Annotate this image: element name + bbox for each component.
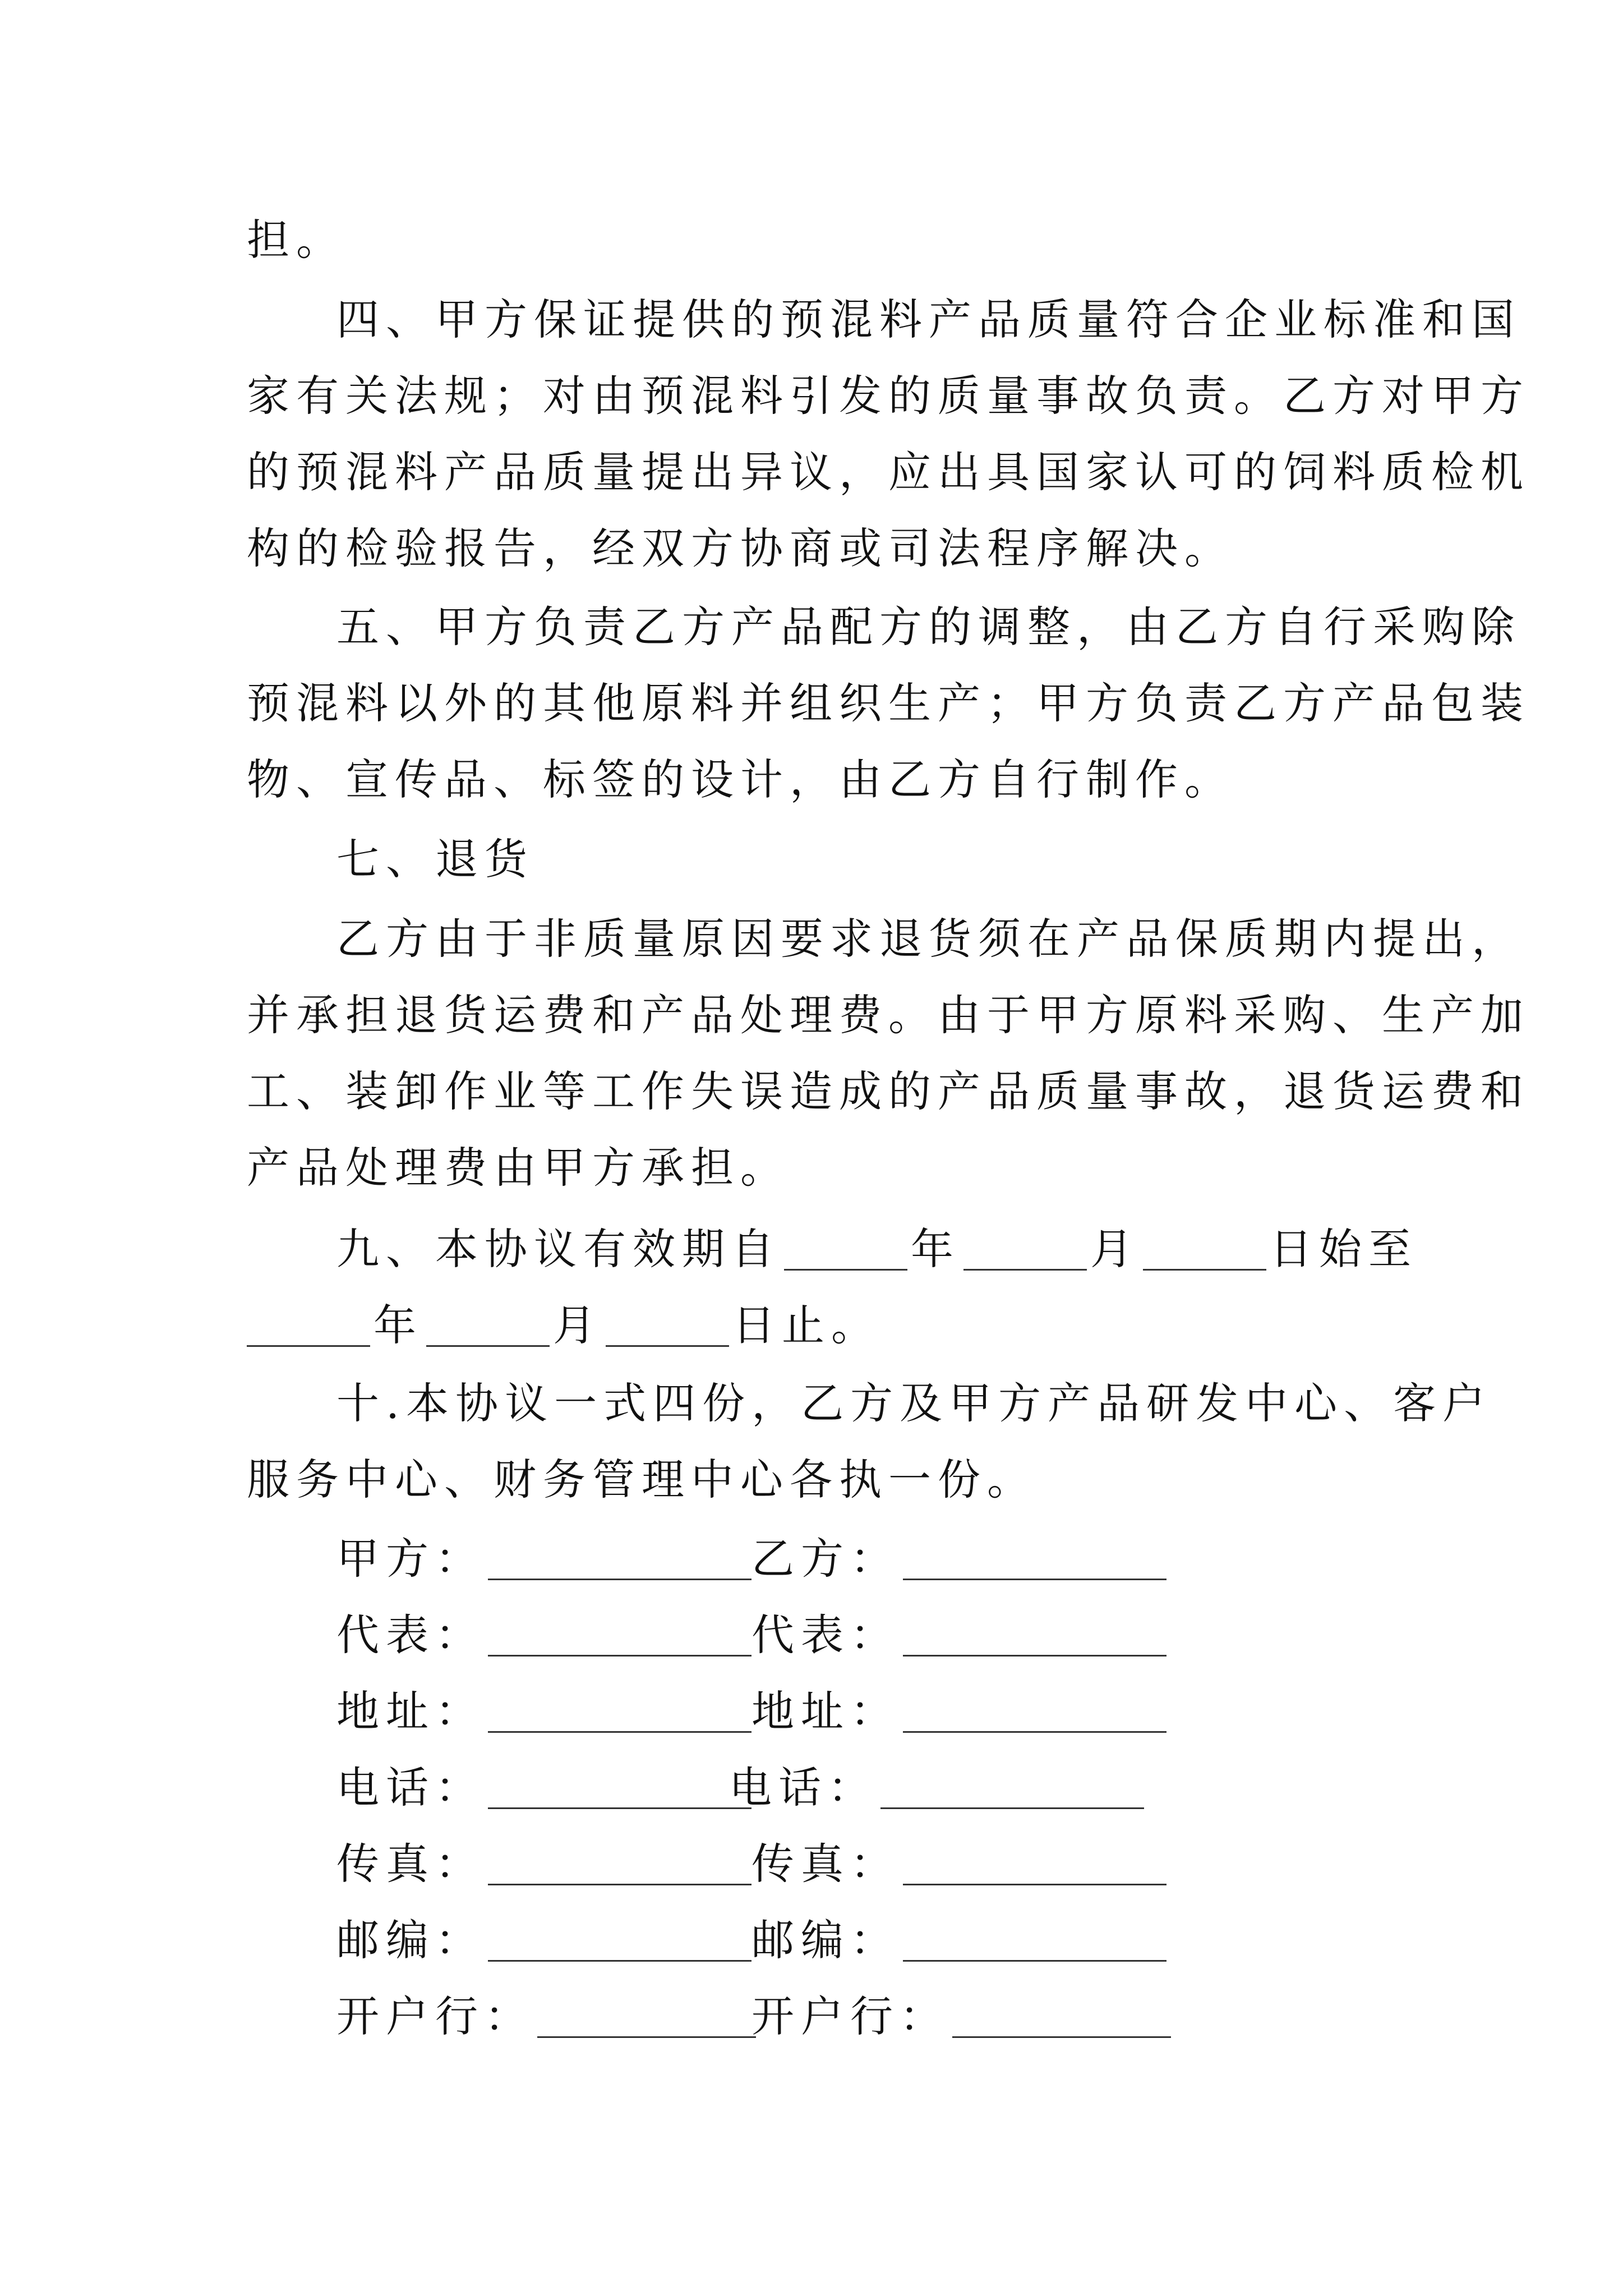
zip-a-label: 邮编： (336, 1915, 485, 1965)
paragraph-line: 的预混料产品质量提出异议，应出具国家认可的饲料质检机 (247, 447, 1530, 497)
zip-a-blank (488, 1917, 751, 1962)
fax-b-blank (903, 1841, 1166, 1885)
addr-b-label: 地址： (751, 1686, 900, 1736)
month-label: 月 (553, 1300, 602, 1350)
tel-a-blank (488, 1765, 751, 1809)
rep-b-blank (903, 1612, 1166, 1657)
paragraph-line: 构的检验报告，经双方协商或司法程序解决。 (247, 523, 1234, 573)
bank-a-label: 开户行： (336, 1991, 534, 2041)
paragraph-line: 十.本协议一式四份，乙方及甲方产品研发中心、客户 (336, 1378, 1492, 1428)
rep-b-field (751, 1610, 1170, 1660)
term-prefix: 九、本协议有效期自 (336, 1224, 781, 1274)
party-b-label: 乙方： (751, 1534, 900, 1584)
paragraph-line: 五、甲方负责乙方产品配方的调整，由乙方自行采购除 (336, 602, 1521, 652)
tel-b-label: 电话： (729, 1763, 877, 1812)
paragraph-line: 担。 (247, 215, 345, 265)
zip-a-field (336, 1915, 755, 1965)
paragraph-line: 预混料以外的其他原料并组织生产；甲方负责乙方产品包装 (247, 678, 1530, 728)
paragraph-line: 服务中心、财务管理中心各执一份。 (247, 1455, 1036, 1504)
addr-b-field (751, 1686, 1170, 1736)
party-b-blank (903, 1536, 1166, 1580)
tel-a-label: 电话： (336, 1763, 485, 1812)
party-a-field (336, 1534, 755, 1584)
year-label: 年 (374, 1300, 423, 1350)
paragraph-line: 并承担退货运费和产品处理费。由于甲方原料采购、生产加 (247, 990, 1530, 1040)
term-line-2 (247, 1300, 880, 1350)
rep-a-label: 代表： (336, 1610, 485, 1660)
day-start-label: 日始至 (1270, 1224, 1418, 1274)
fax-b-field (751, 1839, 1170, 1889)
party-b-field (751, 1534, 1170, 1584)
fax-a-blank (488, 1841, 751, 1885)
zip-b-blank (903, 1917, 1166, 1962)
bank-b-field (751, 1991, 1174, 2041)
start-year-blank (784, 1226, 907, 1271)
bank-b-label: 开户行： (751, 1991, 949, 2041)
paragraph-line: 工、装卸作业等工作失误造成的产品质量事故，退货运费和 (247, 1066, 1530, 1116)
tel-a-field (336, 1763, 755, 1812)
fax-b-label: 传真： (751, 1839, 900, 1889)
tel-b-field (729, 1763, 1147, 1812)
term-line-1 (336, 1224, 1418, 1274)
start-day-blank (1143, 1226, 1266, 1271)
bank-a-field (336, 1991, 759, 2041)
paragraph-line: 产品处理费由甲方承担。 (247, 1143, 790, 1193)
month-label: 月 (1090, 1224, 1140, 1274)
end-year-blank (247, 1303, 370, 1347)
end-month-blank (426, 1303, 550, 1347)
section-heading: 七、退货 (336, 834, 534, 884)
paragraph-line: 家有关法规；对由预混料引发的质量事故负责。乙方对甲方 (247, 371, 1530, 421)
addr-a-label: 地址： (336, 1686, 485, 1736)
start-month-blank (963, 1226, 1087, 1271)
rep-a-field (336, 1610, 755, 1660)
end-day-blank (606, 1303, 729, 1347)
zip-b-label: 邮编： (751, 1915, 900, 1965)
party-a-label: 甲方： (336, 1534, 485, 1584)
addr-b-blank (903, 1688, 1166, 1733)
zip-b-field (751, 1915, 1170, 1965)
year-label: 年 (911, 1224, 960, 1274)
bank-a-blank (537, 1994, 756, 2038)
paragraph-line: 乙方由于非质量原因要求退货须在产品保质期内提出， (336, 914, 1521, 964)
addr-a-field (336, 1686, 755, 1736)
rep-a-blank (488, 1612, 751, 1657)
day-end-label: 日止。 (732, 1300, 880, 1350)
rep-b-label: 代表： (751, 1610, 900, 1660)
fax-a-label: 传真： (336, 1839, 485, 1889)
party-a-blank (488, 1536, 751, 1580)
tel-b-blank (880, 1765, 1144, 1809)
bank-b-blank (952, 1994, 1171, 2038)
addr-a-blank (488, 1688, 751, 1733)
paragraph-line: 物、宣传品、标签的设计，由乙方自行制作。 (247, 754, 1234, 804)
paragraph-line: 四、甲方保证提供的预混料产品质量符合企业标准和国 (336, 295, 1521, 344)
fax-a-field (336, 1839, 755, 1889)
